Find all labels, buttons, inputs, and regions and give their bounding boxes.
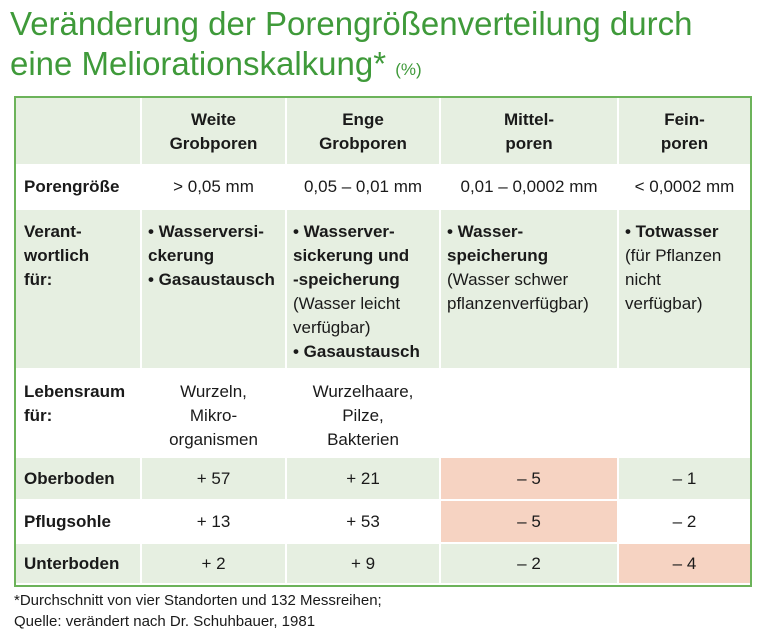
cell-porengroesse-4: < 0,0002 mm	[618, 165, 750, 209]
cell-lebensraum-4	[618, 369, 750, 457]
cell-lebensraum-2: Wurzelhaare, Pilze, Bakterien	[286, 369, 440, 457]
row-lebensraum	[16, 369, 750, 457]
header-feinporen: Fein- poren	[618, 98, 750, 165]
pore-table	[14, 96, 752, 587]
cell-unterboden-4: – 4	[618, 543, 750, 584]
row-oberboden	[16, 457, 750, 500]
cell-porengroesse-3: 0,01 – 0,0002 mm	[440, 165, 618, 209]
cell-unterboden-1: + 2	[141, 543, 286, 584]
cell-pflugsohle-3: – 5	[440, 500, 618, 543]
row-label-lebensraum: Lebensraum für:	[16, 369, 141, 457]
bullet-wasserversickerung-speicherung: • Wasserver- sickerung und -speicherung	[293, 222, 410, 289]
cell-lebensraum-1: Wurzeln, Mikro- organismen	[141, 369, 286, 457]
row-pflugsohle	[16, 500, 750, 543]
cell-pflugsohle-2: + 53	[286, 500, 440, 543]
page-title	[10, 4, 760, 90]
cell-oberboden-2: + 21	[286, 457, 440, 500]
cell-lebensraum-3	[440, 369, 618, 457]
row-label-verantwortlich: Verant- wortlich für:	[16, 209, 141, 369]
cell-unterboden-3: – 2	[440, 543, 618, 584]
header-row	[16, 98, 750, 165]
title-line-2	[10, 44, 760, 90]
cell-porengroesse-1: > 0,05 mm	[141, 165, 286, 209]
cell-oberboden-4: – 1	[618, 457, 750, 500]
note-wasser-leicht: (Wasser leicht verfügbar)	[293, 294, 401, 337]
row-label-unterboden: Unterboden	[16, 543, 141, 584]
pore-table-grid	[16, 98, 750, 585]
header-mittelporen: Mittel- poren	[440, 98, 618, 165]
note-wasser-schwer: (Wasser schwer pflanzenverfügbar)	[447, 270, 589, 313]
bullet-wasserspeicherung: • Wasser- speicherung	[447, 222, 549, 265]
cell-porengroesse-2: 0,05 – 0,01 mm	[286, 165, 440, 209]
title-line-1: Veränderung der Porengrößenverteilung durch	[10, 5, 693, 42]
row-label-pflugsohle: Pflugsohle	[16, 500, 141, 543]
cell-unterboden-2: + 9	[286, 543, 440, 584]
cell-pflugsohle-1: + 13	[141, 500, 286, 543]
header-cell-empty	[16, 98, 141, 165]
cell-oberboden-1: + 57	[141, 457, 286, 500]
footnote-line-1: *Durchschnitt von vier Standorten und 132 Messreihen;	[14, 592, 382, 609]
bullet-wasserversickerung: • Wasserversi- ckerung	[148, 222, 264, 265]
header-enge-grobporen: Enge Grobporen	[286, 98, 440, 165]
footnote-line-2: Quelle: verändert nach Dr. Schuhbauer, 1981	[14, 613, 316, 630]
row-label-oberboden: Oberboden	[16, 457, 141, 500]
bullet-gasaustausch-2: • Gasaustausch	[293, 342, 420, 361]
cell-verantwortlich-2	[286, 209, 440, 369]
row-verantwortlich	[16, 209, 750, 369]
row-unterboden	[16, 543, 750, 584]
title-line-2-text: eine Meliorationskalkung*	[10, 45, 387, 82]
footnote	[14, 590, 382, 632]
row-porengroesse	[16, 165, 750, 209]
bullet-totwasser: • Totwasser	[625, 222, 719, 241]
cell-pflugsohle-4: – 2	[618, 500, 750, 543]
header-weite-grobporen: Weite Grobporen	[141, 98, 286, 165]
row-label-porengroesse: Porengröße	[16, 165, 141, 209]
bullet-gasaustausch-1: • Gasaustausch	[148, 270, 275, 289]
cell-verantwortlich-4	[618, 209, 750, 369]
cell-verantwortlich-3	[440, 209, 618, 369]
cell-verantwortlich-1	[141, 209, 286, 369]
title-unit: (%)	[395, 60, 422, 79]
cell-oberboden-3: – 5	[440, 457, 618, 500]
note-nicht-verfuegbar: (für Pflanzen nicht verfügbar)	[625, 246, 722, 313]
